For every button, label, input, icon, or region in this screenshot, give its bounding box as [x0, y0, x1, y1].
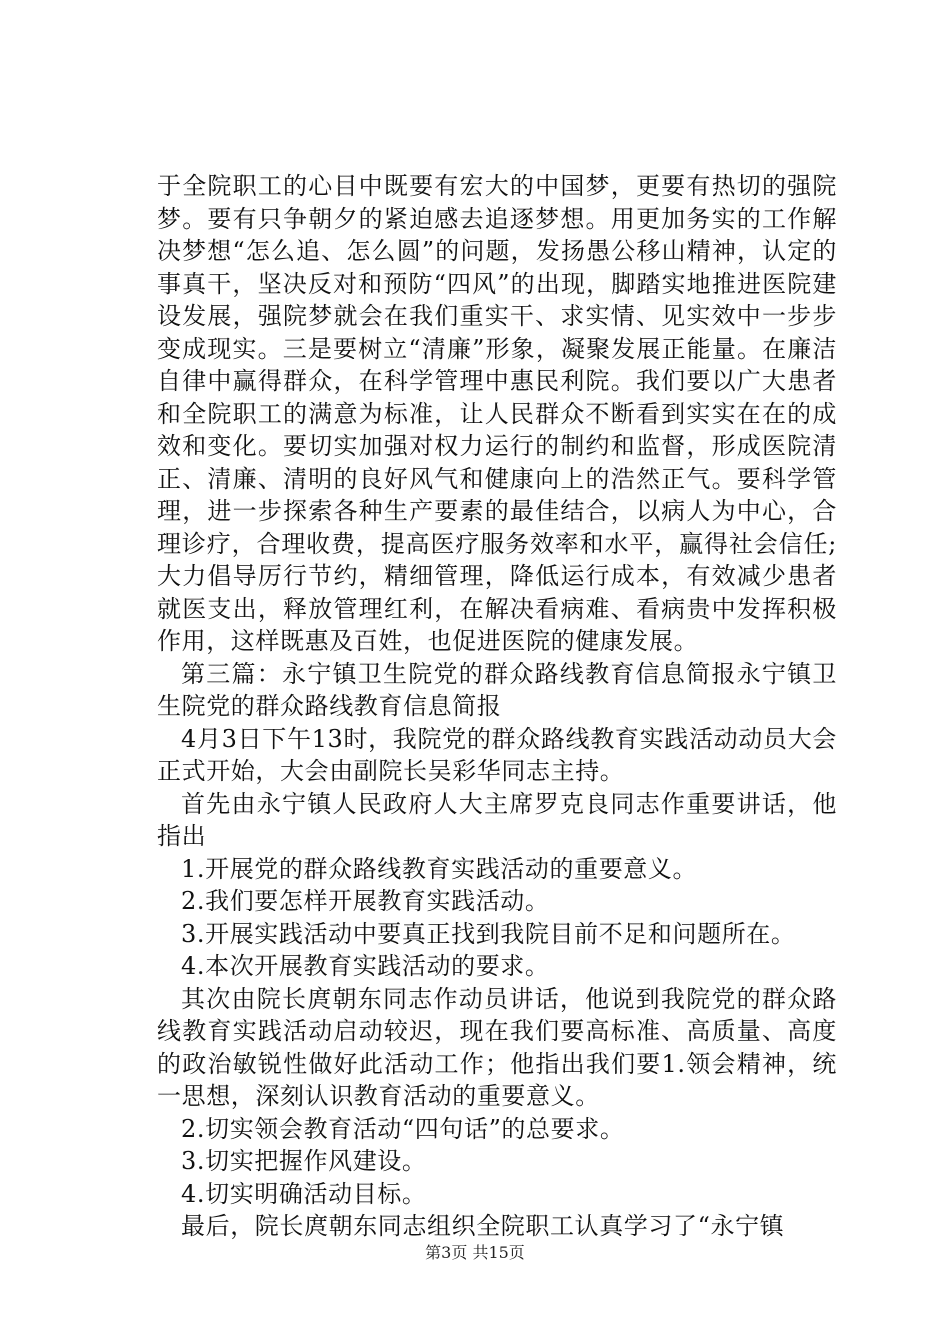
document-body [157, 170, 837, 1243]
page-footer: 第3页 共15页 [425, 1243, 525, 1262]
list-item: 2.我们要怎样开展教育实践活动。 [181, 887, 550, 915]
list-item: 4.切实明确活动目标。 [181, 1179, 427, 1208]
body-paragraph: 于全院职工的心目中既要有宏大的中国梦，更要有热切的强院梦。要有只争朝夕的紧迫感去追逐梦想。用更加务实的工作解决梦想“怎么追、怎么圆”的问题，发扬愚公移山精神，认定的事真干，坚决反对和预防“四风”的出现，脚踏实地推进医院建设发展，强院梦就会在我们重实干、求实情、见实效中一步步变成现实。三是要树立“清廉”形象，凝聚发展正能量。在廉洁自律中赢得群众，在科学管理中惠民利院。我们要以广大患者和全院职工的满意为标准，让人民群众不断看到实实在在的成效和变化。要切实加强对权力运行的制约和监督，形成医院清正、清廉、清明的良好风气和健康向上的浩然正气。要科学管理，进一步探索各种生产要素的最佳结合，以病人为中心，合理诊疗，合理收费，提高医疗服务效率和水平，赢得社会信任;大力倡导厉行节约，精细管理，降低运行成本，有效减少患者就医支出，释放管理红利，在解决看病难、看病贵中发挥积极作用，这样既惠及百姓，也促进医院的健康发展。 [157, 172, 837, 655]
list-item: 4.本次开展教育实践活动的要求。 [181, 952, 550, 980]
section-heading-paragraph: 第三篇：永宁镇卫生院党的群众路线教育信息简报永宁镇卫生院党的群众路线教育信息简报 [157, 659, 837, 720]
list-item: 3.开展实践活动中要真正找到我院目前不足和问题所在。 [181, 919, 796, 948]
body-paragraph: 4月3日下午13时，我院党的群众路线教育实践活动动员大会正式开始，大会由副院长吴彩华同志主持。 [157, 724, 837, 785]
list-item: 2.切实领会教育活动“四句话”的总要求。 [181, 1114, 625, 1143]
list-item: 3.切实把握作风建设。 [181, 1147, 427, 1175]
body-paragraph: 其次由院长庹朝东同志作动员讲话，他说到我院党的群众路线教育实践活动启动较迟，现在我们要高标准、高质量、高度的政治敏锐性做好此活动工作；他指出我们要1.领会精神，统一思想，深刻认识教育活动的重要意义。 [157, 984, 837, 1110]
body-paragraph: 最后，院长庹朝东同志组织全院职工认真学习了“永宁镇 [181, 1212, 785, 1240]
list-item: 1.开展党的群众路线教育实践活动的重要意义。 [181, 854, 698, 883]
body-paragraph: 首先由永宁镇人民政府人大主席罗克良同志作重要讲话，他指出 [157, 789, 837, 850]
